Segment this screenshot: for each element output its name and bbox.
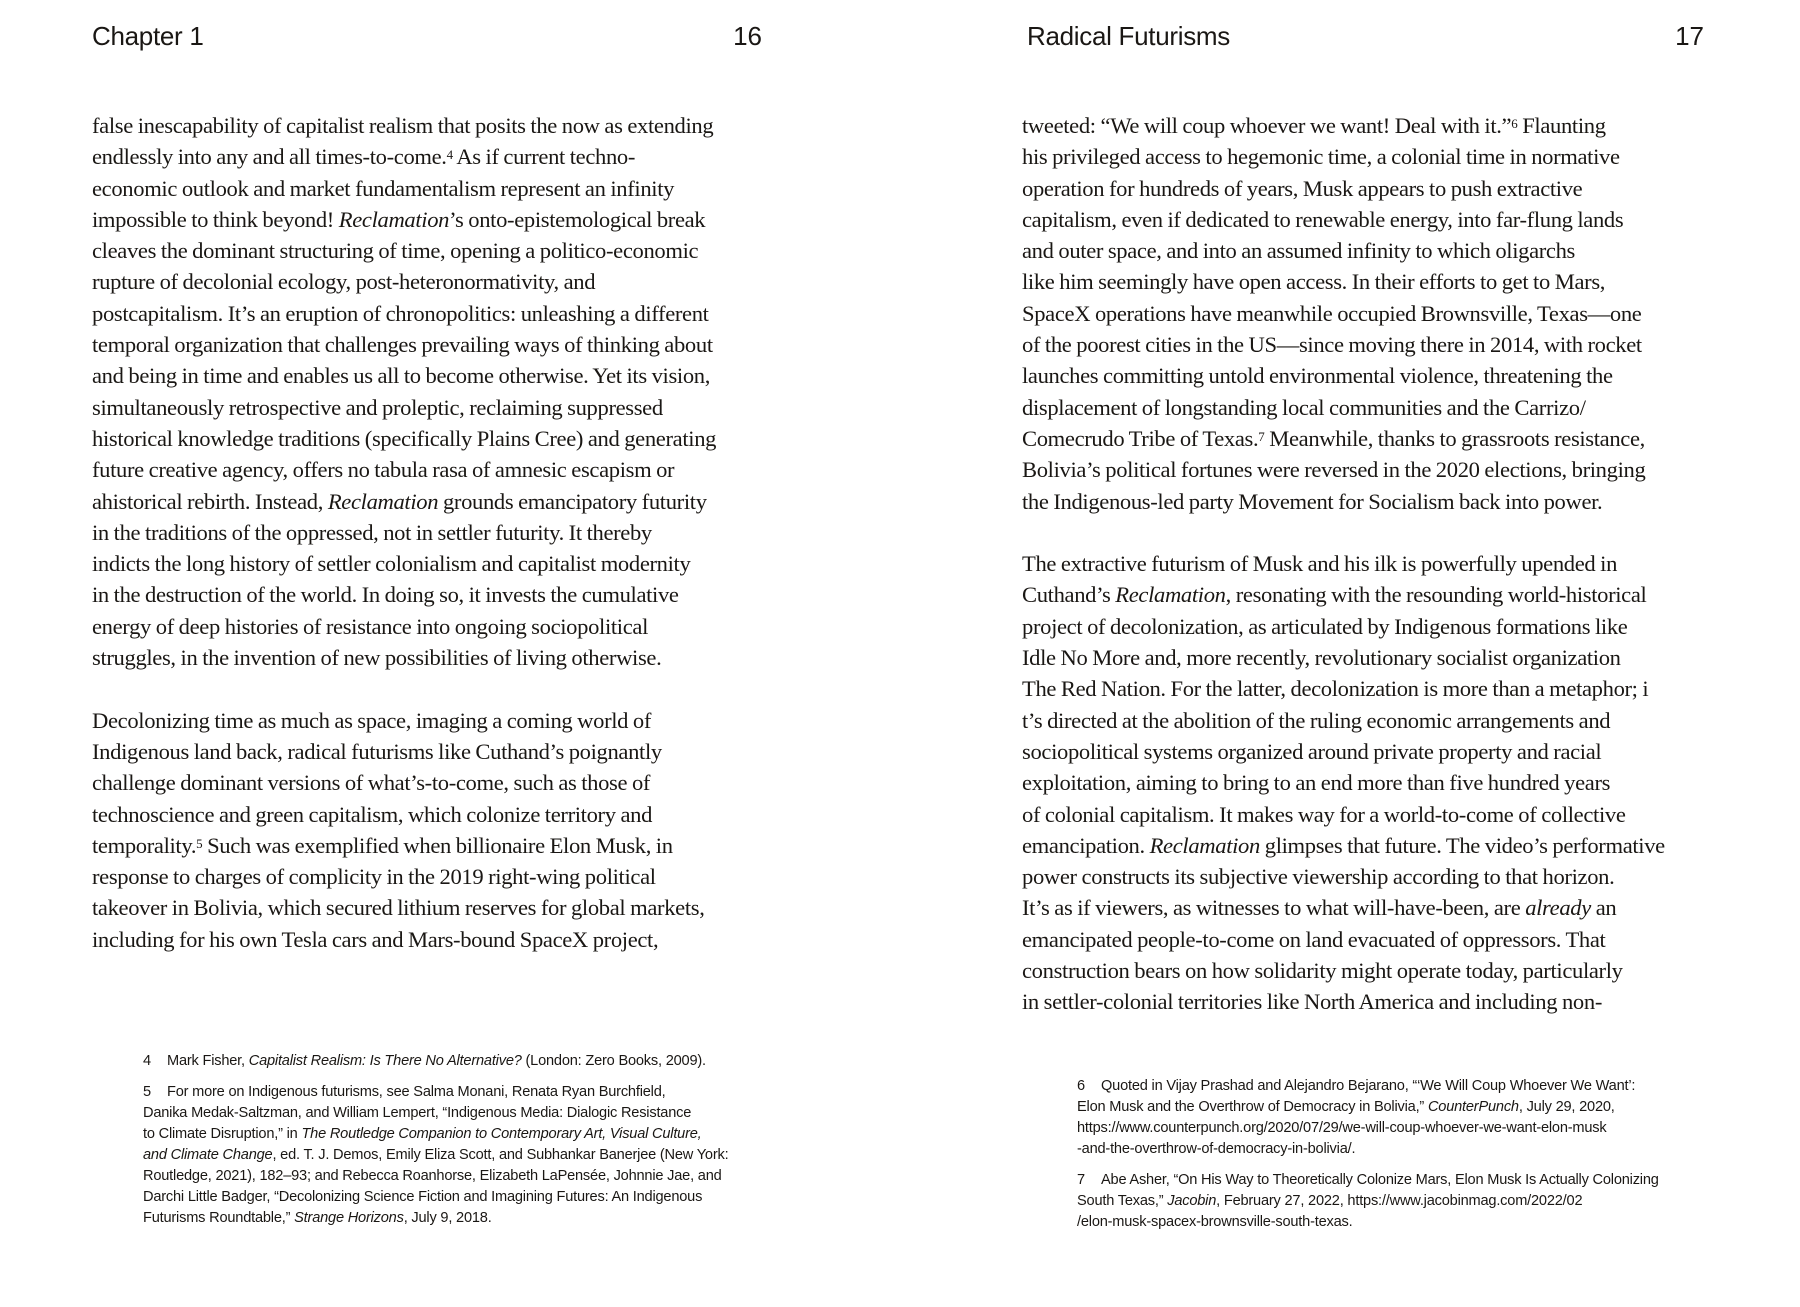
text-line: construction bears on how solidarity might operate today, particularly	[1022, 958, 1623, 984]
footnote-line: 7 Abe Asher, “On His Way to Theoretically Colonize Mars, Elon Musk Is Actually Colonizing	[1077, 1170, 1717, 1191]
italic-title: Jacobin	[1167, 1193, 1217, 1209]
text-line: of colonial capitalism. It makes way for a world-to-come of collective	[1022, 801, 1626, 827]
footnote-line: Futurisms Roundtable,” Strange Horizons, July 9, 2018.	[143, 1210, 492, 1226]
text-line: and outer space, and into an assumed infinity to which oligarchs	[1022, 238, 1575, 264]
footnote-number: 6	[1077, 1078, 1085, 1094]
text-line: displacement of longstanding local communities and the Carrizo/	[1022, 394, 1586, 420]
text-line: temporality.$^5$ Such was exemplified when billionaire Elon Musk, in	[92, 832, 673, 858]
footnote-reference: 7	[1258, 428, 1265, 444]
text-line: tweeted: “We will coup whoever we want! Deal with it.”$^6$ Flaunting	[1022, 113, 1606, 138]
text-line: capitalism, even if dedicated to renewable energy, into far-flung lands	[1022, 206, 1624, 232]
text-line: economic outlook and market fundamentalism represent an infinity	[92, 175, 675, 201]
text-line: struggles, in the invention of new possibilities of living otherwise.	[92, 645, 662, 671]
footnote-number: 5	[143, 1084, 151, 1100]
paragraph-break	[92, 673, 792, 704]
text-line: Bolivia’s political fortunes were reversed in the 2020 elections, bringing	[1022, 457, 1646, 483]
footnote-reference: 5	[196, 835, 203, 851]
italic-title: Reclamation	[327, 488, 439, 514]
text-line: SpaceX operations have meanwhile occupied Brownsville, Texas—one	[1022, 300, 1642, 326]
running-head-chapter: Chapter 1	[92, 21, 204, 51]
page-number: 16	[733, 21, 762, 51]
footnote-reference: 4	[446, 147, 453, 163]
italic-title: CounterPunch	[1427, 1099, 1519, 1115]
text-line: Cuthand’s Reclamation, resonating with the resounding world-historical	[1022, 582, 1647, 608]
text-line: including for his own Tesla cars and Mars-bound SpaceX project,	[92, 926, 659, 952]
text-line: Indigenous land back, radical futurisms like Cuthand’s poignantly	[92, 738, 662, 764]
text-line: and being in time and enables us all to become otherwise. Yet its vision,	[92, 363, 711, 389]
text-line: response to charges of complicity in the 2019 right-wing political	[92, 864, 656, 890]
italic-title: and Climate Change	[143, 1147, 273, 1163]
text-line: indicts the long history of settler colonialism and capitalist modernity	[92, 551, 691, 577]
text-line: The Red Nation. For the latter, decolonization is more than a metaphor; i	[1022, 676, 1649, 702]
footnote-line: Routledge, 2021), 182–93; and Rebecca Roanhorse, Elizabeth LaPensée, Johnnie Jae, and	[143, 1168, 722, 1184]
text-line: emancipation. Reclamation glimpses that future. The video’s performative	[1022, 832, 1665, 858]
text-line: sociopolitical systems organized around private property and racial	[1022, 738, 1602, 764]
footnotes	[1077, 1076, 1717, 1243]
footnote-line: /elon-musk-spacex-brownsville-south-texas.	[1077, 1214, 1353, 1230]
footnote	[143, 1082, 783, 1229]
paragraph-break	[1022, 517, 1722, 548]
text-line: cleaves the dominant structuring of time, opening a politico-economic	[92, 238, 699, 264]
footnote-line: 4 Mark Fisher, Capitalist Realism: Is There No Alternative? (London: Zero Books, 2009).	[143, 1051, 783, 1072]
text-line: t’s directed at the abolition of the ruling economic arrangements and	[1022, 707, 1611, 733]
text-line: his privileged access to hegemonic time, a colonial time in normative	[1022, 144, 1620, 170]
body-text	[92, 110, 792, 955]
footnote-line: Danika Medak-Saltzman, and William Lempert, “Indigenous Media: Dialogic Resistance	[143, 1105, 692, 1121]
text-line: the Indigenous-led party Movement for Socialism back into power.	[1022, 488, 1603, 514]
text-line: of the poorest cities in the US—since moving there in 2014, with rocket	[1022, 332, 1642, 358]
text-line: simultaneously retrospective and proleptic, reclaiming suppressed	[92, 394, 663, 420]
footnote-line: https://www.counterpunch.org/2020/07/29/we-will-coup-whoever-we-want-elon-musk	[1077, 1120, 1607, 1136]
running-head-book-title: Radical Futurisms	[1027, 21, 1230, 51]
text-line: challenge dominant versions of what’s-to-come, such as those of	[92, 770, 651, 796]
footnote-line: to Climate Disruption,” in The Routledge Companion to Contemporary Art, Visual Culture,	[143, 1126, 702, 1142]
italic-title: Strange Horizons	[294, 1210, 404, 1226]
text-line: launches committing untold environmental violence, threatening the	[1022, 363, 1613, 389]
footnote	[143, 1051, 783, 1072]
text-line: Decolonizing time as much as space, imaging a coming world of	[92, 707, 652, 733]
text-line: ahistorical rebirth. Instead, Reclamation grounds emancipatory futurity	[92, 488, 707, 514]
text-line: Idle No More and, more recently, revolutionary socialist organization	[1022, 645, 1621, 671]
footnote-line: 6 Quoted in Vijay Prashad and Alejandro Bejarano, “‘We Will Coup Whoever We Want’:	[1077, 1076, 1717, 1097]
text-line: technoscience and green capitalism, which colonize territory and	[92, 801, 653, 827]
text-line: emancipated people-to-come on land evacuated of oppressors. That	[1022, 926, 1606, 952]
text-line: The extractive futurism of Musk and his ilk is powerfully upended in	[1022, 551, 1618, 577]
text-line: false inescapability of capitalist realism that posits the now as extending	[92, 113, 714, 138]
italic-title: Reclamation	[1149, 832, 1260, 858]
italic-title: already	[1525, 895, 1591, 921]
footnote-line: South Texas,” Jacobin, February 27, 2022, https://www.jacobinmag.com/2022/02	[1077, 1193, 1583, 1209]
text-line: Comecrudo Tribe of Texas.$^7$ Meanwhile, thanks to grassroots resistance,	[1022, 425, 1645, 451]
footnote-line: Darchi Little Badger, “Decolonizing Science Fiction and Imagining Futures: An Indigenous	[143, 1189, 703, 1205]
text-line: in settler-colonial territories like North America and including non-	[1022, 989, 1602, 1015]
text-line: takeover in Bolivia, which secured lithium reserves for global markets,	[92, 895, 705, 921]
italic-title: Reclamation	[1115, 582, 1226, 608]
text-line: historical knowledge traditions (specifically Plains Cree) and generating	[92, 425, 717, 451]
footnote	[1077, 1170, 1717, 1233]
footnote-line: Elon Musk and the Overthrow of Democracy in Bolivia,” CounterPunch, July 29, 2020,	[1077, 1099, 1615, 1115]
body-text	[1022, 110, 1722, 1018]
text-line: exploitation, aiming to bring to an end more than five hundred years	[1022, 770, 1611, 796]
footnote-reference: 6	[1511, 116, 1518, 131]
text-line: It’s as if viewers, as witnesses to what will-have-been, are already an	[1022, 895, 1617, 921]
text-line: energy of deep histories of resistance into ongoing sociopolitical	[92, 613, 649, 639]
text-line: postcapitalism. It’s an eruption of chronopolitics: unleashing a different	[92, 300, 709, 326]
italic-title: Capitalist Realism: Is There No Alternative?	[248, 1053, 522, 1069]
footnote	[1077, 1076, 1717, 1160]
text-line: endlessly into any and all times-to-come.$^4$ As if current techno-	[92, 144, 636, 170]
text-line: project of decolonization, as articulated by Indigenous formations like	[1022, 613, 1628, 639]
text-line: rupture of decolonial ecology, post-heteronormativity, and	[92, 269, 596, 295]
footnote-line: and Climate Change, ed. T. J. Demos, Emily Eliza Scott, and Subhankar Banerjee (New York:	[143, 1147, 729, 1163]
text-line: in the destruction of the world. In doing so, it invests the cumulative	[92, 582, 679, 608]
text-line: operation for hundreds of years, Musk appears to push extractive	[1022, 175, 1583, 201]
text-line: future creative agency, offers no tabula rasa of amnesic escapism or	[92, 457, 675, 483]
footnote-line: -and-the-overthrow-of-democracy-in-bolivia/.	[1077, 1141, 1356, 1157]
italic-title: The Routledge Companion to Contemporary Art, Visual Culture,	[301, 1126, 702, 1142]
right-page	[900, 0, 1800, 1307]
text-line: impossible to think beyond! Reclamation’s onto-epistemological break	[92, 206, 706, 232]
footnotes	[143, 1051, 783, 1239]
italic-title: Reclamation	[338, 206, 450, 232]
text-line: temporal organization that challenges prevailing ways of thinking about	[92, 332, 713, 358]
page-number: 17	[1675, 21, 1704, 51]
footnote-number: 4	[143, 1053, 151, 1069]
footnote-number: 7	[1077, 1172, 1085, 1188]
footnote-line: 5 For more on Indigenous futurisms, see Salma Monani, Renata Ryan Burchfield,	[143, 1082, 783, 1103]
text-line: like him seemingly have open access. In their efforts to get to Mars,	[1022, 269, 1606, 295]
text-line: in the traditions of the oppressed, not in settler futurity. It thereby	[92, 519, 652, 545]
text-line: power constructs its subjective viewership according to that horizon.	[1022, 864, 1615, 890]
